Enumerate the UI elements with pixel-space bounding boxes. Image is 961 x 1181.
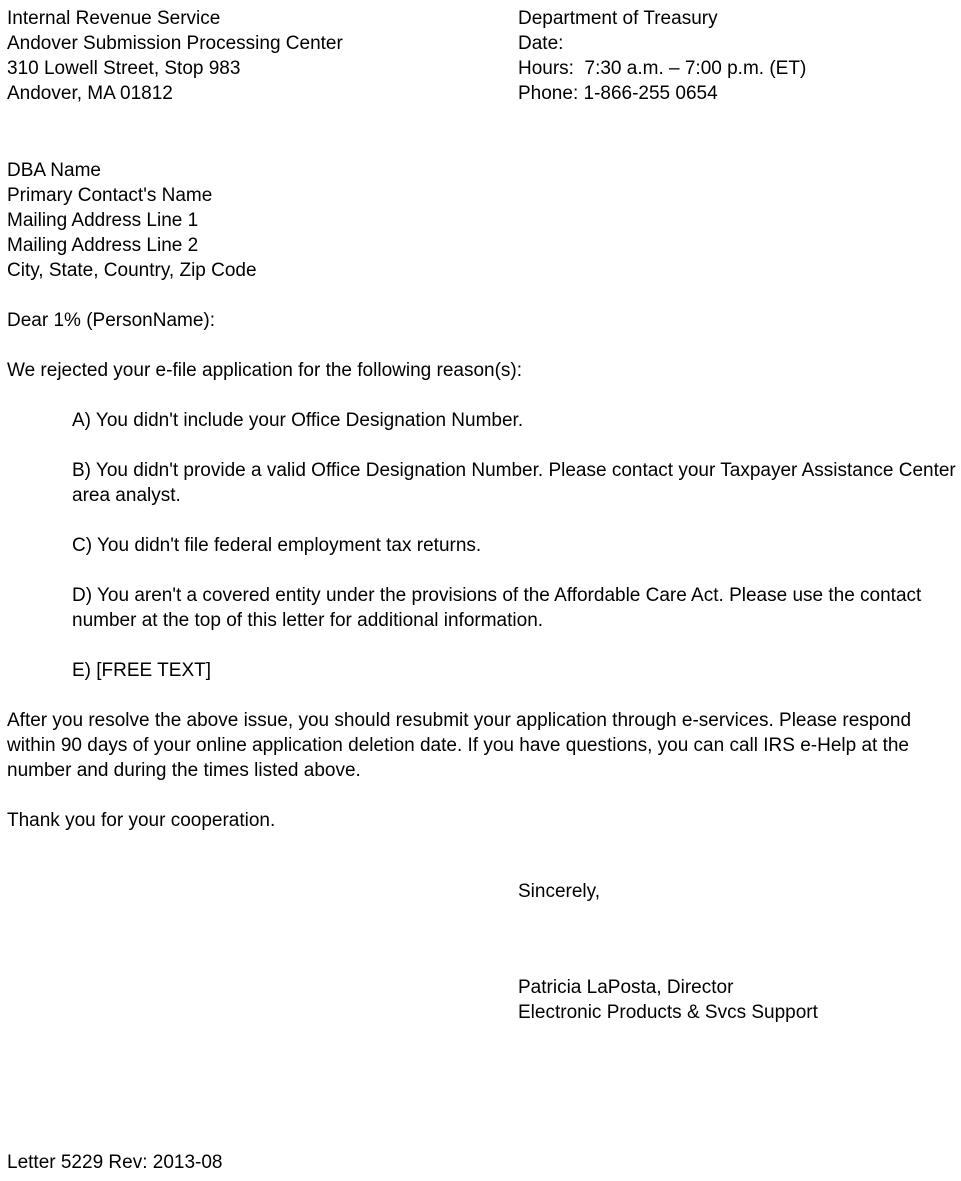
rejection-reason-item: C) You didn't file federal employment tax returns. (72, 535, 482, 556)
closing-paragraph: After you resolve the above issue, you should resubmit your application through e-services. Please respond within 90 days of your online application deletion date. If you have questions, you can call IRS e-Help at the number and during the times listed above. (7, 710, 912, 781)
recipient-address-line: Primary Contact's Name (7, 185, 213, 206)
rejection-reason-item: E) [FREE TEXT] (72, 660, 212, 681)
signatory-name: Patricia LaPosta, Director (518, 977, 734, 998)
recipient-address-line: DBA Name (7, 160, 101, 181)
letter-footer: Letter 5229 Rev: 2013-08 (7, 1152, 223, 1173)
rejection-reason-item: A) You didn't include your Office Designation Number. (72, 410, 524, 431)
letterhead-left-line: Andover Submission Processing Center (7, 33, 343, 54)
letter-body (7, 6, 957, 1025)
salutation: Dear 1% (PersonName): (7, 310, 216, 331)
signature-closing: Sincerely, (518, 881, 601, 902)
letterhead-contact-info (518, 6, 806, 106)
recipient-address-line: Mailing Address Line 1 (7, 210, 199, 231)
letterhead-hours: Hours: 7:30 a.m. – 7:00 p.m. (ET) (518, 58, 807, 79)
intro-paragraph: We rejected your e-file application for the following reason(s): (7, 360, 523, 381)
thank-you-line: Thank you for your cooperation. (7, 810, 276, 831)
letterhead-left-line: Andover, MA 01812 (7, 83, 173, 104)
letterhead-department: Department of Treasury (518, 8, 718, 29)
rejection-reason-item: D) You aren't a covered entity under the provisions of the Affordable Care Act. Please use the contact number at the top of this letter for additional information. (72, 585, 922, 631)
letterhead-left-line: Internal Revenue Service (7, 8, 221, 29)
recipient-address-block (7, 158, 957, 283)
recipient-address-line: Mailing Address Line 2 (7, 235, 199, 256)
signatory-details (518, 975, 957, 1025)
letterhead-agency-address (7, 6, 343, 106)
letterhead-date: Date: (518, 33, 564, 54)
letterhead-left-line: 310 Lowell Street, Stop 983 (7, 58, 241, 79)
letterhead-phone: Phone: 1-866-255 0654 (518, 83, 718, 104)
signatory-title: Electronic Products & Svcs Support (518, 1002, 818, 1023)
letterhead (7, 6, 957, 110)
rejection-reasons-list (7, 408, 957, 683)
recipient-address-line: City, State, Country, Zip Code (7, 260, 257, 281)
signature-block (518, 879, 957, 1025)
rejection-reason-item: B) You didn't provide a valid Office Designation Number. Please contact your Taxpayer Assistance Center area analyst. (72, 460, 956, 506)
